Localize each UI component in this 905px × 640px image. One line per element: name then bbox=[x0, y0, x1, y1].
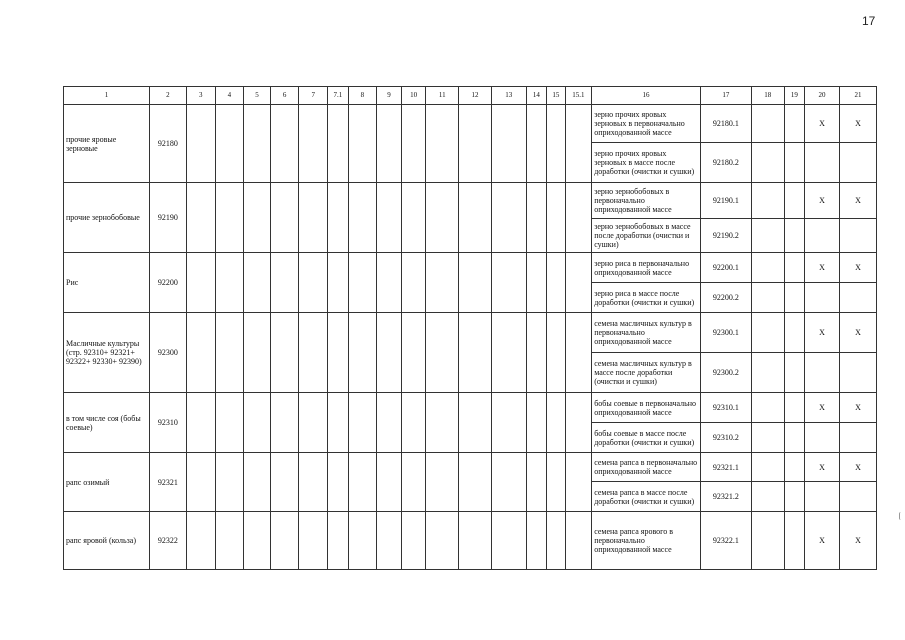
empty-cell bbox=[401, 313, 426, 393]
column-header: 14 bbox=[526, 87, 546, 105]
empty-cell bbox=[186, 105, 215, 183]
mark-cell bbox=[805, 143, 840, 183]
row-code: 92300.2 bbox=[700, 353, 751, 393]
empty-cell bbox=[426, 313, 459, 393]
column-header: 21 bbox=[839, 87, 876, 105]
empty-cell bbox=[401, 183, 426, 253]
row-code: 92321.1 bbox=[700, 453, 751, 482]
empty-cell bbox=[348, 253, 377, 313]
row-code: 92310.2 bbox=[700, 423, 751, 453]
mark-cell: X bbox=[839, 313, 876, 353]
line-code: 92310 bbox=[150, 393, 187, 453]
column-header: 2 bbox=[150, 87, 187, 105]
empty-cell bbox=[784, 453, 804, 482]
mark-cell bbox=[805, 482, 840, 512]
column-header: 5 bbox=[244, 87, 271, 105]
column-header: 3 bbox=[186, 87, 215, 105]
empty-cell bbox=[270, 105, 299, 183]
empty-cell bbox=[784, 253, 804, 283]
empty-cell bbox=[215, 313, 244, 393]
empty-cell bbox=[426, 105, 459, 183]
empty-cell bbox=[186, 453, 215, 512]
empty-cell bbox=[328, 183, 348, 253]
line-code: 92190 bbox=[150, 183, 187, 253]
empty-cell bbox=[565, 253, 592, 313]
empty-cell bbox=[348, 512, 377, 570]
empty-cell bbox=[401, 393, 426, 453]
column-header: 18 bbox=[751, 87, 784, 105]
column-header: 17 bbox=[700, 87, 751, 105]
empty-cell bbox=[377, 253, 402, 313]
column-header: 15.1 bbox=[565, 87, 592, 105]
line-code: 92322 bbox=[150, 512, 187, 570]
empty-cell bbox=[215, 393, 244, 453]
row-description: семена масличных культур в первоначально оприходованной массе bbox=[592, 313, 701, 353]
empty-cell bbox=[751, 353, 784, 393]
row-description: зерно риса в первоначально оприходованной массе bbox=[592, 253, 701, 283]
empty-cell bbox=[328, 512, 348, 570]
empty-cell bbox=[491, 105, 526, 183]
empty-cell bbox=[784, 353, 804, 393]
empty-cell bbox=[328, 313, 348, 393]
empty-cell bbox=[426, 253, 459, 313]
empty-cell bbox=[244, 105, 271, 183]
column-header: 20 bbox=[805, 87, 840, 105]
empty-cell bbox=[526, 253, 546, 313]
empty-cell bbox=[348, 105, 377, 183]
mark-cell: X bbox=[805, 183, 840, 219]
empty-cell bbox=[459, 253, 492, 313]
empty-cell bbox=[377, 183, 402, 253]
empty-cell bbox=[526, 183, 546, 253]
empty-cell bbox=[459, 183, 492, 253]
column-header: 9 bbox=[377, 87, 402, 105]
mark-cell: X bbox=[839, 453, 876, 482]
empty-cell bbox=[299, 393, 328, 453]
row-description: семена рапса ярового в первоначально оприходованной массе bbox=[592, 512, 701, 570]
empty-cell bbox=[491, 253, 526, 313]
empty-cell bbox=[565, 105, 592, 183]
mark-cell bbox=[839, 482, 876, 512]
empty-cell bbox=[348, 313, 377, 393]
table-row bbox=[64, 512, 877, 570]
empty-cell bbox=[565, 512, 592, 570]
empty-cell bbox=[328, 393, 348, 453]
empty-cell bbox=[784, 219, 804, 253]
empty-cell bbox=[784, 143, 804, 183]
column-header: 15 bbox=[547, 87, 565, 105]
mark-cell: X bbox=[839, 105, 876, 143]
row-description: бобы соевые в первоначально оприходованной массе bbox=[592, 393, 701, 423]
empty-cell bbox=[751, 512, 784, 570]
empty-cell bbox=[459, 512, 492, 570]
empty-cell bbox=[565, 393, 592, 453]
statistics-form-table bbox=[63, 86, 877, 570]
empty-cell bbox=[401, 512, 426, 570]
empty-cell bbox=[186, 393, 215, 453]
row-description: зерно прочих яровых зерновых в первоначально оприходованной массе bbox=[592, 105, 701, 143]
row-description: семена рапса в первоначально оприходованной массе bbox=[592, 453, 701, 482]
row-code: 92190.2 bbox=[700, 219, 751, 253]
mark-cell: X bbox=[839, 512, 876, 570]
row-code: 92322.1 bbox=[700, 512, 751, 570]
empty-cell bbox=[547, 512, 565, 570]
empty-cell bbox=[377, 393, 402, 453]
empty-cell bbox=[751, 283, 784, 313]
row-description: семена рапса в массе после доработки (очистки и сушки) bbox=[592, 482, 701, 512]
column-header: 19 bbox=[784, 87, 804, 105]
mark-cell: X bbox=[805, 512, 840, 570]
column-header: 11 bbox=[426, 87, 459, 105]
row-description: зерно риса в массе после доработки (очистки и сушки) bbox=[592, 283, 701, 313]
empty-cell bbox=[270, 512, 299, 570]
empty-cell bbox=[784, 183, 804, 219]
empty-cell bbox=[547, 453, 565, 512]
row-description: зерно прочих яровых зерновых в массе после доработки (очистки и сушки) bbox=[592, 143, 701, 183]
row-description: зерно зернобобовых в массе после доработки (очистки и сушки) bbox=[592, 219, 701, 253]
mark-cell: X bbox=[805, 105, 840, 143]
table-row bbox=[64, 453, 877, 482]
empty-cell bbox=[215, 183, 244, 253]
empty-cell bbox=[377, 453, 402, 512]
mark-cell bbox=[805, 219, 840, 253]
empty-cell bbox=[784, 482, 804, 512]
row-description: бобы соевые в массе после доработки (очистки и сушки) bbox=[592, 423, 701, 453]
line-code: 92200 bbox=[150, 253, 187, 313]
empty-cell bbox=[426, 393, 459, 453]
empty-cell bbox=[186, 253, 215, 313]
row-code: 92200.2 bbox=[700, 283, 751, 313]
empty-cell bbox=[244, 183, 271, 253]
empty-cell bbox=[751, 393, 784, 423]
empty-cell bbox=[377, 313, 402, 393]
empty-cell bbox=[526, 313, 546, 393]
empty-cell bbox=[328, 253, 348, 313]
empty-cell bbox=[348, 453, 377, 512]
empty-cell bbox=[244, 512, 271, 570]
crop-name: в том числе соя (бобы соевые) bbox=[64, 393, 150, 453]
empty-cell bbox=[299, 512, 328, 570]
empty-cell bbox=[426, 512, 459, 570]
mark-cell: X bbox=[839, 253, 876, 283]
empty-cell bbox=[270, 393, 299, 453]
empty-cell bbox=[459, 393, 492, 453]
mark-cell: X bbox=[839, 183, 876, 219]
crop-name: Масличные культуры (стр. 92310+ 92321+ 92322+ 92330+ 92390) bbox=[64, 313, 150, 393]
empty-cell bbox=[270, 253, 299, 313]
empty-cell bbox=[348, 393, 377, 453]
empty-cell bbox=[751, 253, 784, 283]
column-header: 6 bbox=[270, 87, 299, 105]
empty-cell bbox=[459, 313, 492, 393]
empty-cell bbox=[751, 453, 784, 482]
empty-cell bbox=[459, 105, 492, 183]
empty-cell bbox=[565, 453, 592, 512]
empty-cell bbox=[784, 283, 804, 313]
row-code: 92200.1 bbox=[700, 253, 751, 283]
empty-cell bbox=[751, 313, 784, 353]
table-row bbox=[64, 105, 877, 143]
scan-edge-mark bbox=[899, 512, 903, 520]
column-header: 10 bbox=[401, 87, 426, 105]
column-header: 13 bbox=[491, 87, 526, 105]
empty-cell bbox=[526, 453, 546, 512]
column-header: 16 bbox=[592, 87, 701, 105]
empty-cell bbox=[784, 512, 804, 570]
empty-cell bbox=[526, 393, 546, 453]
table-row bbox=[64, 313, 877, 353]
mark-cell: X bbox=[805, 313, 840, 353]
empty-cell bbox=[526, 512, 546, 570]
column-header: 7 bbox=[299, 87, 328, 105]
empty-cell bbox=[565, 313, 592, 393]
column-number-row bbox=[64, 87, 877, 105]
column-header: 1 bbox=[64, 87, 150, 105]
column-header: 12 bbox=[459, 87, 492, 105]
empty-cell bbox=[377, 512, 402, 570]
empty-cell bbox=[547, 253, 565, 313]
empty-cell bbox=[784, 313, 804, 353]
line-code: 92300 bbox=[150, 313, 187, 393]
empty-cell bbox=[751, 183, 784, 219]
empty-cell bbox=[491, 313, 526, 393]
empty-cell bbox=[784, 105, 804, 143]
mark-cell bbox=[839, 283, 876, 313]
empty-cell bbox=[401, 453, 426, 512]
row-code: 92180.2 bbox=[700, 143, 751, 183]
empty-cell bbox=[270, 313, 299, 393]
mark-cell bbox=[839, 353, 876, 393]
empty-cell bbox=[426, 183, 459, 253]
empty-cell bbox=[784, 423, 804, 453]
crop-name: прочие яровые зерновые bbox=[64, 105, 150, 183]
empty-cell bbox=[751, 423, 784, 453]
column-header: 7.1 bbox=[328, 87, 348, 105]
crop-name: прочие зернобобовые bbox=[64, 183, 150, 253]
line-code: 92180 bbox=[150, 105, 187, 183]
table-row bbox=[64, 253, 877, 283]
empty-cell bbox=[401, 253, 426, 313]
mark-cell: X bbox=[839, 393, 876, 423]
empty-cell bbox=[270, 183, 299, 253]
empty-cell bbox=[244, 453, 271, 512]
empty-cell bbox=[377, 105, 402, 183]
crop-name: рапс яровой (кольза) bbox=[64, 512, 150, 570]
table-row bbox=[64, 183, 877, 219]
empty-cell bbox=[784, 393, 804, 423]
mark-cell bbox=[805, 283, 840, 313]
mark-cell bbox=[839, 143, 876, 183]
row-code: 92180.1 bbox=[700, 105, 751, 143]
empty-cell bbox=[459, 453, 492, 512]
empty-cell bbox=[244, 253, 271, 313]
empty-cell bbox=[491, 393, 526, 453]
row-code: 92300.1 bbox=[700, 313, 751, 353]
empty-cell bbox=[244, 393, 271, 453]
mark-cell: X bbox=[805, 453, 840, 482]
empty-cell bbox=[565, 183, 592, 253]
column-header: 8 bbox=[348, 87, 377, 105]
empty-cell bbox=[299, 253, 328, 313]
empty-cell bbox=[401, 105, 426, 183]
empty-cell bbox=[547, 105, 565, 183]
empty-cell bbox=[751, 143, 784, 183]
empty-cell bbox=[328, 453, 348, 512]
empty-cell bbox=[426, 453, 459, 512]
row-code: 92321.2 bbox=[700, 482, 751, 512]
empty-cell bbox=[348, 183, 377, 253]
empty-cell bbox=[751, 219, 784, 253]
row-code: 92310.1 bbox=[700, 393, 751, 423]
empty-cell bbox=[186, 512, 215, 570]
empty-cell bbox=[547, 183, 565, 253]
empty-cell bbox=[751, 482, 784, 512]
row-description: зерно зернобобовых в первоначально оприходованной массе bbox=[592, 183, 701, 219]
empty-cell bbox=[328, 105, 348, 183]
mark-cell bbox=[805, 353, 840, 393]
empty-cell bbox=[215, 512, 244, 570]
crop-name: Рис bbox=[64, 253, 150, 313]
empty-cell bbox=[186, 313, 215, 393]
mark-cell: X bbox=[805, 253, 840, 283]
empty-cell bbox=[547, 393, 565, 453]
column-header: 4 bbox=[215, 87, 244, 105]
empty-cell bbox=[244, 313, 271, 393]
line-code: 92321 bbox=[150, 453, 187, 512]
empty-cell bbox=[299, 313, 328, 393]
empty-cell bbox=[751, 105, 784, 143]
empty-cell bbox=[186, 183, 215, 253]
row-description: семена масличных культур в массе после доработки (очистки и сушки) bbox=[592, 353, 701, 393]
crop-name: рапс озимый bbox=[64, 453, 150, 512]
empty-cell bbox=[270, 453, 299, 512]
empty-cell bbox=[491, 183, 526, 253]
mark-cell bbox=[839, 219, 876, 253]
empty-cell bbox=[299, 183, 328, 253]
row-code: 92190.1 bbox=[700, 183, 751, 219]
empty-cell bbox=[547, 313, 565, 393]
empty-cell bbox=[215, 453, 244, 512]
empty-cell bbox=[526, 105, 546, 183]
empty-cell bbox=[299, 105, 328, 183]
page-number: 17 bbox=[862, 14, 876, 28]
empty-cell bbox=[491, 453, 526, 512]
empty-cell bbox=[215, 105, 244, 183]
mark-cell: X bbox=[805, 393, 840, 423]
empty-cell bbox=[215, 253, 244, 313]
empty-cell bbox=[299, 453, 328, 512]
mark-cell bbox=[805, 423, 840, 453]
empty-cell bbox=[491, 512, 526, 570]
mark-cell bbox=[839, 423, 876, 453]
table-row bbox=[64, 393, 877, 423]
